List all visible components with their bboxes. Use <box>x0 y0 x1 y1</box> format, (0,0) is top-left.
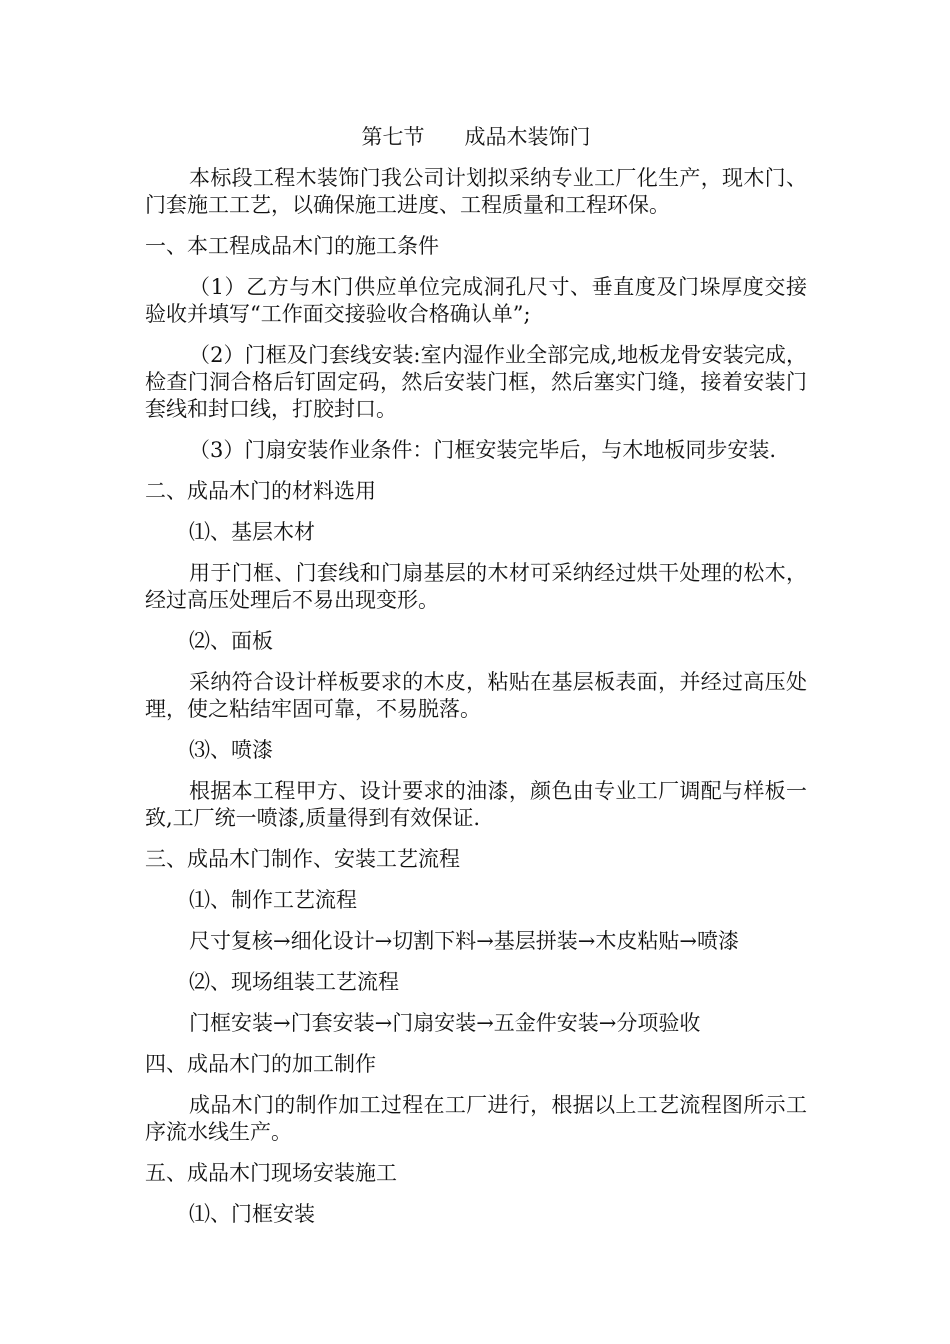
heading-process-flow: 三、成品木门制作、安装工艺流程 <box>145 847 460 871</box>
intro-paragraph: 本标段工程木装饰门我公司计划拟采纳专业工厂化生产，现木门、门套施工工艺，以确保施工进度、工程质量和工程环保。 <box>145 166 807 217</box>
section-title: 第七节 成品木装饰门 <box>361 125 591 149</box>
assembly-flow-line: 门框安装→门套安装→门扇安装→五金件安装→分项验收 <box>189 1011 701 1035</box>
subheading-base-wood: ⑴、基层木材 <box>189 520 315 544</box>
base-wood-paragraph: 用于门框、门套线和门扇基层的木材可采纳经过烘干处理的松木，经过高压处理后不易出现变形。 <box>145 561 807 612</box>
manufacturing-flow-line: 尺寸复核→细化设计→切割下料→基层拼装→木皮粘贴→喷漆 <box>189 929 739 953</box>
subheading-assembly-flow: ⑵、现场组装工艺流程 <box>189 970 399 994</box>
subheading-spray-paint: ⑶、喷漆 <box>189 738 273 762</box>
condition-item-2: （2）门框及门套线安装:室内湿作业全部完成,地板龙骨安装完成，检查门洞合格后钉固定码，然后安装门框，然后塞实门缝，接着安装门套线和封口线，打胶封口。 <box>145 343 807 421</box>
heading-onsite-installation: 五、成品木门现场安装施工 <box>145 1161 397 1185</box>
subheading-manufacturing-flow: ⑴、制作工艺流程 <box>189 888 357 912</box>
subheading-panel: ⑵、面板 <box>189 629 273 653</box>
heading-construction-conditions: 一、本工程成品木门的施工条件 <box>145 234 439 258</box>
fabrication-paragraph: 成品木门的制作加工过程在工厂进行，根据以上工艺流程图所示工序流水线生产。 <box>145 1093 807 1144</box>
heading-material-selection: 二、成品木门的材料选用 <box>145 479 376 503</box>
condition-item-3: （3）门扇安装作业条件：门框安装完毕后，与木地板同步安装. <box>189 438 777 462</box>
heading-fabrication: 四、成品木门的加工制作 <box>145 1052 376 1076</box>
document-body <box>145 124 807 1242</box>
spray-paint-paragraph: 根据本工程甲方、设计要求的油漆，颜色由专业工厂调配与样板一致,工厂统一喷漆,质量得到有效保证. <box>145 779 807 830</box>
subheading-frame-installation: ⑴、门框安装 <box>189 1202 315 1226</box>
panel-paragraph: 采纳符合设计样板要求的木皮，粘贴在基层板表面，并经过高压处理，使之粘结牢固可靠，不易脱落。 <box>145 670 807 721</box>
condition-item-1: （1）乙方与木门供应单位完成洞孔尺寸、垂直度及门垛厚度交接验收并填写“工作面交接验收合格确认单”; <box>145 275 807 326</box>
